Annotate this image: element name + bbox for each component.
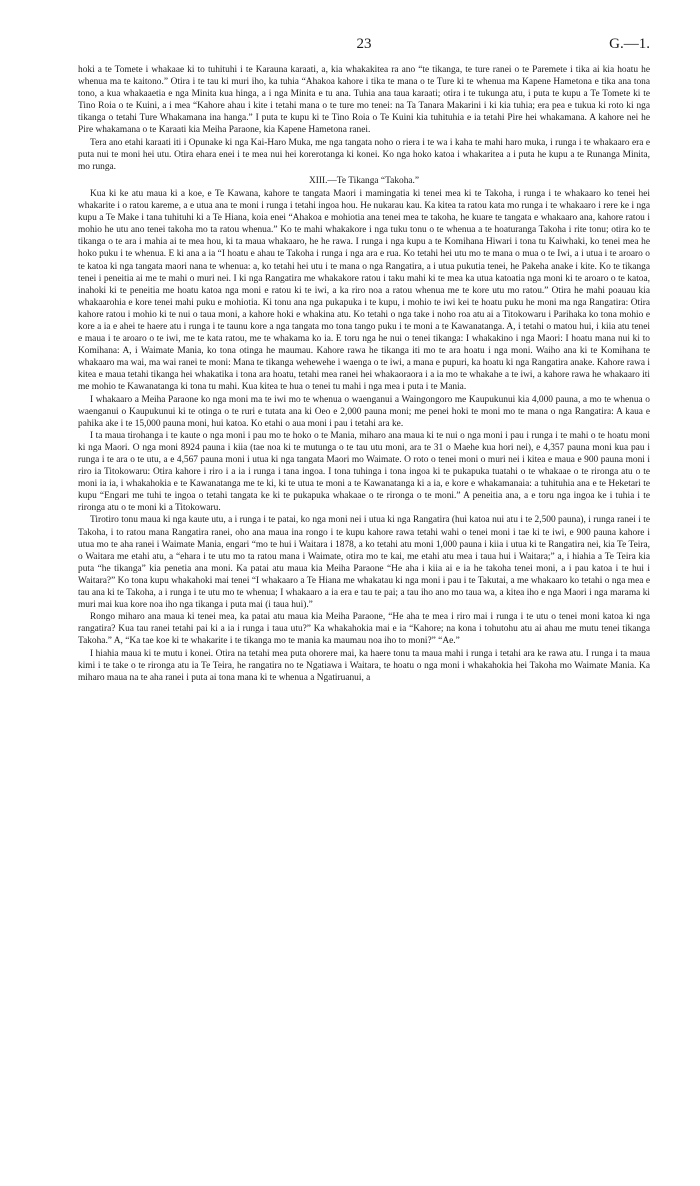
paragraph: Tirotiro tonu maua ki nga kaute utu, a i runga i te patai, ko nga moni nei i utua ki nga Rangatira (hui katoa nui atu i te 2,500 pauna), i runga ranei i te Takoha, i to ratou mana Rangatira ranei, oho ana maua ina rongo i te kupu kahore rawa tetahi wahi o tenei moni i tae ki te iwi, e 900 pauna kahore i utua mo te aha ranei i Waimate Mania, engari “mo te hui i Waitara i 1878, a ko tetahi atu moni 1,000 pauna i kiia i utua ki te Rangatira nei, kia Te Teira, o Waitara me etahi atu, a “ehara i te utu mo ta ratou mana i Waimate, otira mo te kai, me etahi atu mea i taua hui i Waitara;” a, i hiahia a Te Teira kia puta “he tikanga” kia penetia ana moni. Ka patai atu maua kia Meiha Paraone “He aha i kiia ai e ia he takoha tenei moni, a i pau katoa i te hui i Waitara?” Ko tona kupu whakahoki mai tenei “I whakaaro a Te Hiana me whakatau ki nga moni i pau i te Takutai, a me whakaaro ko tetahi o nga mea e tau ana ki te Takoha, a i runga i te utu mo te whenua; I whakaaro a ia era e tau te pai; a tau iho ano mo taua wa, a kitea iho e nga Maori i nga marama ki muri mai kua kore noa iho nga tikanga i puta mai (i taua hui).” bbox=[78, 515, 650, 611]
paragraph: Kua ki ke atu maua ki a koe, e Te Kawana, kahore te tangata Maori i mamingatia ki tenei mea ki te Takoha, i runga i te whakaaro ko tenei hei whakarite i o ratou kareme, a e utua ana te moni i runga i tetahi ingoa hou. He nukarau kau. Ka kitea ta ratou kata mo runga i te whakaaro i rere ke i nga kupu a Te Make i tana tuhituhi ki a Te Hiana, koia enei “Ahakoa e mohiotia ana tenei mea te takoha, he kuare te tangata e whakaaro ana, kahore ratou i mohio he utu ano tenei takoha mo ta ratou whenua.” Ko te mahi whakakore i nga tuku tonu o te whenua a te hoaturanga Takoha i rite tonu; otira ko te tikanga o te ara i mahia ai te mea hou, ki ta maua whakaaro, he he rawa. I runga i nga kupu a te Komihana Hiwari i tona tu Kaiwhaki, ko tenei mea he hoko puku i te whenua. E ki ana a ia “I hoatu e ahau te Takoha i runga i nga ara e rua. Ko tetahi hei utu mo te mana o mua o te Iwi, a i utua i te aroaro o te katoa ki nga tangata maori nana te whenua: a, ko tetahi hei utu i te mana o nga Rangatira, a i utua pukutia tenei, he Pakeha anake i kite. Ko te tikanga tenei i peneitia ai me te mahi o muri nei. I ki nga Rangatira me whakakore ratou i taku mahi ki te mea ka utua katoatia nga moni ki te aroaro o te katoa, inahoki ki te peneitia me hoatu katoa nga moni e ratou ki te iwi, a ka riro noa a ratou whenua me te kore utu mo ratou.” Otira he mahi poauau kia whakaarohia e kore tenei mahi puku e mohiotia. Ki tonu ana nga pukapuka i te kupu, i mohio te iwi kei te hoatu puku he moni ma nga Rangatira: Otira kahore ratou i mohio ki te nui o taua moni, a kahore hoki e whakina atu. Ko tetahi o nga take i noho roa atu ai a Titokowaru i Parihaka ko tona mohio e kore a ia e ahei te haere atu i runga i te taunu kore a nga tangata mo tona tango puku i te moni a te Kawanatanga. A, i tetahi o matou hui, i kiia atu tenei e maua i te aroaro o te iwi, me te kata ratou, me te whakama ko ia. E toru nga he nui o tenei tikanga: I whakakino i nga Maori: I hoatu mana nui ki to Komihana: A, i Waimate Mania, ko tona otinga he maumau. Kahore rawa he tikanga iti mo te ara hoatu i nga moni. Waiho ana ki te Komihana te whakaaro ma wai, ma wai ranei te moni: Mana te tikanga wehewehe i waenga o te iwi, a mana e pupuri, ka hoatu ki nga Rangatira anake. Kahore rawa i kitea e maua tetahi tikanga hei whakatika i tona ara hoatu, tetahi mea ranei hei whakaoraora i a ia mo te whakahe a te iwi, a kahore rawa he whakaaro iti me mohio te Kawanatanga ki tona tu mahi. Kua kitea te hua o tenei tu mahi i nga mea i puta i te Mania. bbox=[78, 188, 650, 393]
paragraph: Rongo miharo ana maua ki tenei mea, ka patai atu maua kia Meiha Paraone, “He aha te mea i riro mai i runga i te utu o tenei moni katoa ki nga rangatira? Kua tau ranei tetahi pai ki a ia i runga i taua utu?” Ka whakahokia mai e ia “Kahore; na kona i tohutohu atu ai ahau me mutu tenei tikanga Takoha.” A, “Ka tae koe ki te whakarite i te tikanga mo te mania ka maumau noa iho to moni?” “Ae.” bbox=[78, 612, 650, 647]
page-number: 23 bbox=[356, 36, 372, 52]
page-header bbox=[78, 38, 650, 60]
paragraph: Tera ano etahi karaati iti i Opunake ki nga Kai-Haro Muka, me nga tangata noho o riera i te wa i kaha te mahi haro muka, i runga i te whakaaro era e puta nui te moni hei utu. Otira ehara enei i te mea nui hei korerotanga ki konei. Ko nga hoko katoa i whakaritea a i puta he kupu a te Runanga Minita, mo runga. bbox=[78, 137, 650, 172]
document-series-mark: G.—1. bbox=[609, 36, 650, 52]
paragraph: I ta maua tirohanga i te kaute o nga moni i pau mo te hoko o te Mania, miharo ana maua ki te nui o nga moni i pau i runga i te mahi o te hoatu moni ki nga Maori. O nga moni 8924 pauna i kiia (tae noa ki te mutunga o te tau utu moni, ara te 31 o Maehe kua hori nei), e 4,357 pauna moni kua pau i runga i te ara o te utu, a e 4,567 pauna moni i utua ki nga tangata Maori mo Waimate. O roto o tenei moni o muri nei i kitea e maua e 900 pauna moni i riro ia Titokowaru: Otira kahore i riro i a ia i runga i tana ingoa. I tona tuhinga i tona ingoa ki te pukapuka tuatahi o te whakaae o te rironga atu o te moni ia ia, i whakahokia e te Kawanatanga me te ki, ki te utua te moni a te Kawanatanga ki a ia, e kore e whakamanaia: a tuhituhia ana e te Heketari te kupu “Engari me tuhi te ingoa o tetahi tangata ke ki te pukapuka whakaae o te rironga o te moni.” A peneitia ana, a e toru nga ingoa ke i tuhia i te rironga atu o te moni ki a Titokowaru. bbox=[78, 430, 650, 514]
body-text bbox=[78, 64, 650, 684]
paragraph: I whakaaro a Meiha Paraone ko nga moni ma te iwi mo te whenua o waenganui a Waingongoro me Kaupukunui kia 4,000 pauna, a mo te whenua o waenganui o Kaupukunui ki te otinga o te ruri e tutata ana ki Oeo e 2,000 pauna moni; me penei hoki te moni mo te mana o nga Rangatira: A kaua e pahika ake i te 15,000 pauna moni, hui katoa. Ko etahi o aua moni i pau i tetahi ara ke. bbox=[78, 394, 650, 429]
section-heading: XIII.—Te Tikanga “Takoha.” bbox=[308, 175, 420, 186]
paragraph: I hiahia maua ki te mutu i konei. Otira na tetahi mea puta ohorere mai, ka haere tonu ta maua mahi i runga i tetahi ara ke rawa atu. I runga i ta maua kimi i te take o te rironga atu ia Te Teira, he rangatira no te Ngatiawa i Waitara, te hoatu o nga moni i whakahokia hei Takoha mo Waimate Mania. Ka miharo maua na te aha ranei i puta ai tona mana ki te whenua a Ngatiruanui, a bbox=[78, 648, 650, 683]
paragraph: hoki a te Tomete i whakaae ki to tuhituhi i te Karauna karaati, a, kia whakakitea ra ano “te tikanga, te ture ranei o te Paremete i tika ai kia hoatu he whenua ma te kaitono.” Otira i te tau ki muri iho, ka tuhia “Ahakoa kahore i tika te mana o te Ture ki te whenua ma Kapene Hametona e tika ana tona tono, a kua whakaaetia e nga Minita kua hinga, a i nga Minita e tu ana. Tuhia ana taua karaati; otira i te tukunga atu, i puta te kupu a Te Tomete ki te Tino Roia o te Kuini, a i mea “Kahore ahau i kite i tetahi mana o te ture mo tenei: na Ta Tanara Makarini i ki kia tuhia; era pea e tukua ki roto ki nga tikanga o tetahi Ture Whakamana ina hanga.” I puta te kupu ki te Tino Roia o Te Kuini kia tuhituhia e ia tetahi Pire hei whakamana. A kahore nei he Pire whakamana o te Karaati kia Meiha Paraone, kia Kapene Hametona ranei. bbox=[78, 65, 650, 136]
